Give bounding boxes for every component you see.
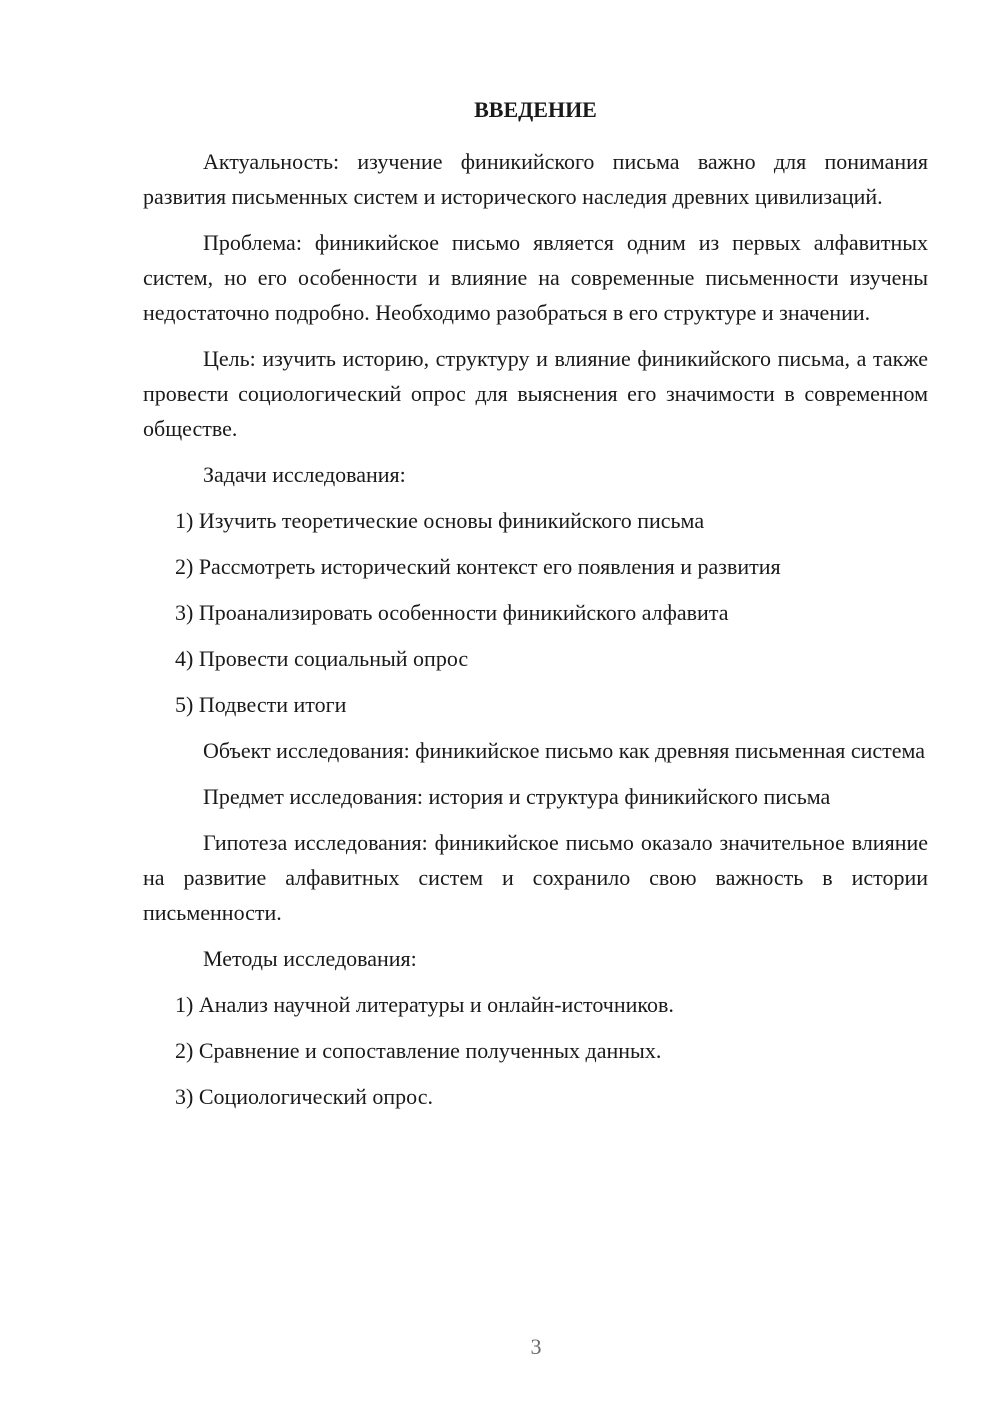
task-item: 5) Подвести итоги [175, 692, 347, 717]
method-item: 3) Социологический опрос. [175, 1084, 433, 1109]
task-item: 4) Провести социальный опрос [175, 646, 469, 671]
tasks-heading: Задачи исследования: [203, 462, 406, 487]
object-paragraph: Объект исследования: финикийское письмо как древняя письменная система [203, 738, 926, 763]
methods-list [143, 987, 928, 1114]
methods-heading: Методы исследования: [203, 946, 417, 971]
hypothesis-paragraph: Гипотеза исследования: финикийское письмо оказало значительное влияние на развитие алфавитных систем и сохранило свою важность в истории письменности. [143, 830, 928, 925]
task-item: 2) Рассмотреть исторический контекст его появления и развития [175, 554, 781, 579]
page-number: 3 [530, 1334, 542, 1359]
task-item: 1) Изучить теоретические основы финикийского письма [175, 508, 705, 533]
problem-paragraph: Проблема: финикийское письмо является одним из первых алфавитных систем, но его особенности и влияние на современные письменности изучены недостаточно подробно. Необходимо разобраться в его структуре и значении. [143, 230, 928, 325]
page-title: ВВЕДЕНИЕ [474, 97, 597, 122]
task-item: 3) Проанализировать особенности финикийского алфавита [175, 600, 729, 625]
method-item: 2) Сравнение и сопоставление полученных данных. [175, 1038, 662, 1063]
subject-paragraph: Предмет исследования: история и структура финикийского письма [203, 784, 831, 809]
goal-paragraph: Цель: изучить историю, структуру и влияние финикийского письма, а также провести социологический опрос для выяснения его значимости в современном обществе. [143, 346, 928, 441]
method-item: 1) Анализ научной литературы и онлайн-источников. [175, 992, 674, 1017]
page-content [143, 96, 928, 1125]
tasks-list [143, 503, 928, 722]
relevance-paragraph: Актуальность: изучение финикийского письма важно для понимания развития письменных систем и исторического наследия древних цивилизаций. [143, 149, 928, 209]
